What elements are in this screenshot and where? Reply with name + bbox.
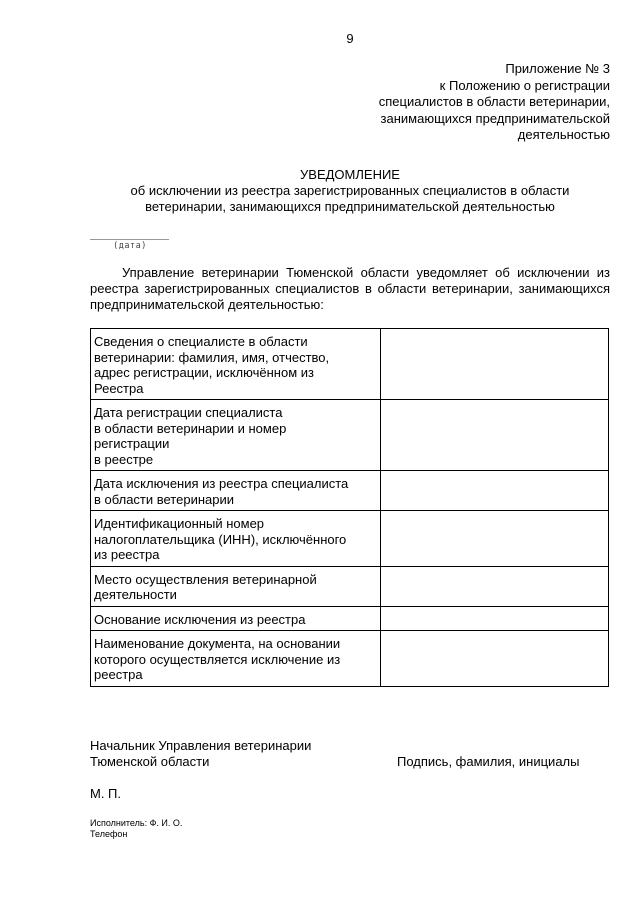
appendix-line: к Положению о регистрации [439, 77, 610, 93]
appendix-reference [310, 61, 610, 144]
table-row [91, 631, 609, 687]
label-line: Реестра [94, 380, 144, 396]
table-row [91, 566, 609, 606]
label-line: реестра [94, 667, 143, 682]
signature-label: Подпись, фамилия, инициалы [397, 754, 580, 769]
label-line: Место осуществления ветеринарной [94, 571, 317, 587]
label-line: Наименование документа, на основании [94, 636, 341, 651]
appendix-line: деятельностью [517, 127, 610, 142]
appendix-line: Приложение № 3 [505, 61, 610, 76]
label-line: ветеринарии: фамилия, имя, отчество, [94, 349, 330, 365]
stamp-placeholder: М. П. [90, 786, 122, 801]
row-value-activity-place [381, 566, 609, 606]
label-line: регистрации [94, 436, 170, 451]
table-row [91, 606, 609, 631]
title-subtitle-line: об исключении из реестра зарегистрированных специалистов в области [130, 183, 570, 198]
executor-phone: Телефон [90, 829, 128, 839]
executor-info [90, 818, 182, 840]
row-value-inn [381, 511, 609, 567]
row-value-exclusion-date [381, 471, 609, 511]
label-line: из реестра [94, 547, 160, 562]
row-label-inn [91, 511, 381, 567]
signatory-position-line: Начальник Управления ветеринарии [90, 738, 312, 753]
label-line: Основание исключения из реестра [94, 611, 306, 627]
row-value-exclusion-basis [381, 606, 609, 631]
row-label-registration-date [91, 400, 381, 471]
registry-details-table [90, 328, 609, 687]
date-underline [90, 239, 169, 240]
row-label-exclusion-date [91, 471, 381, 511]
row-value-specialist-info [381, 329, 609, 400]
table-row [91, 471, 609, 511]
executor-name: Исполнитель: Ф. И. О. [90, 818, 183, 828]
row-value-document-name [381, 631, 609, 687]
label-line: Дата исключения из реестра специалиста [94, 476, 349, 491]
label-line: Идентификационный номер [94, 516, 265, 531]
date-field [90, 239, 170, 251]
row-label-exclusion-basis [91, 606, 381, 631]
label-line: Дата регистрации специалиста [94, 405, 283, 420]
label-line: которого осуществляется исключение из [94, 651, 341, 667]
document-title [90, 167, 610, 215]
signatory-position [90, 738, 311, 770]
table-row [91, 329, 609, 400]
row-value-registration-date [381, 400, 609, 471]
date-caption: (дата) [113, 241, 147, 251]
appendix-line: специалистов в области ветеринарии, [378, 94, 610, 109]
title-subtitle-line: ветеринарии, занимающихся предпринимательской деятельностью [145, 199, 555, 214]
title-heading: УВЕДОМЛЕНИЕ [300, 167, 400, 182]
row-label-document-name [91, 631, 381, 687]
label-line: адрес регистрации, исключённом из [94, 365, 314, 380]
label-line: в области ветеринарии [94, 491, 235, 507]
page-number: 9 [346, 31, 354, 46]
label-line: в области ветеринарии и номер [94, 420, 287, 436]
signatory-position-line: Тюменской области [90, 754, 210, 769]
label-line: налогоплательщика (ИНН), исключённого [94, 531, 347, 547]
intro-paragraph: Управление ветеринарии Тюменской области уведомляет об исключении из реестра зарегистрированных специалистов в области ветеринарии, занимающихся предпринимательской деятельностью: [90, 265, 610, 312]
row-label-specialist-info [91, 329, 381, 400]
label-line: в реестре [94, 451, 154, 467]
label-line: Сведения о специалисте в области [94, 334, 308, 349]
appendix-line: занимающихся предпринимательской [380, 110, 610, 126]
row-label-activity-place [91, 566, 381, 606]
table-row [91, 400, 609, 471]
table-row [91, 511, 609, 567]
label-line: деятельности [94, 587, 177, 602]
